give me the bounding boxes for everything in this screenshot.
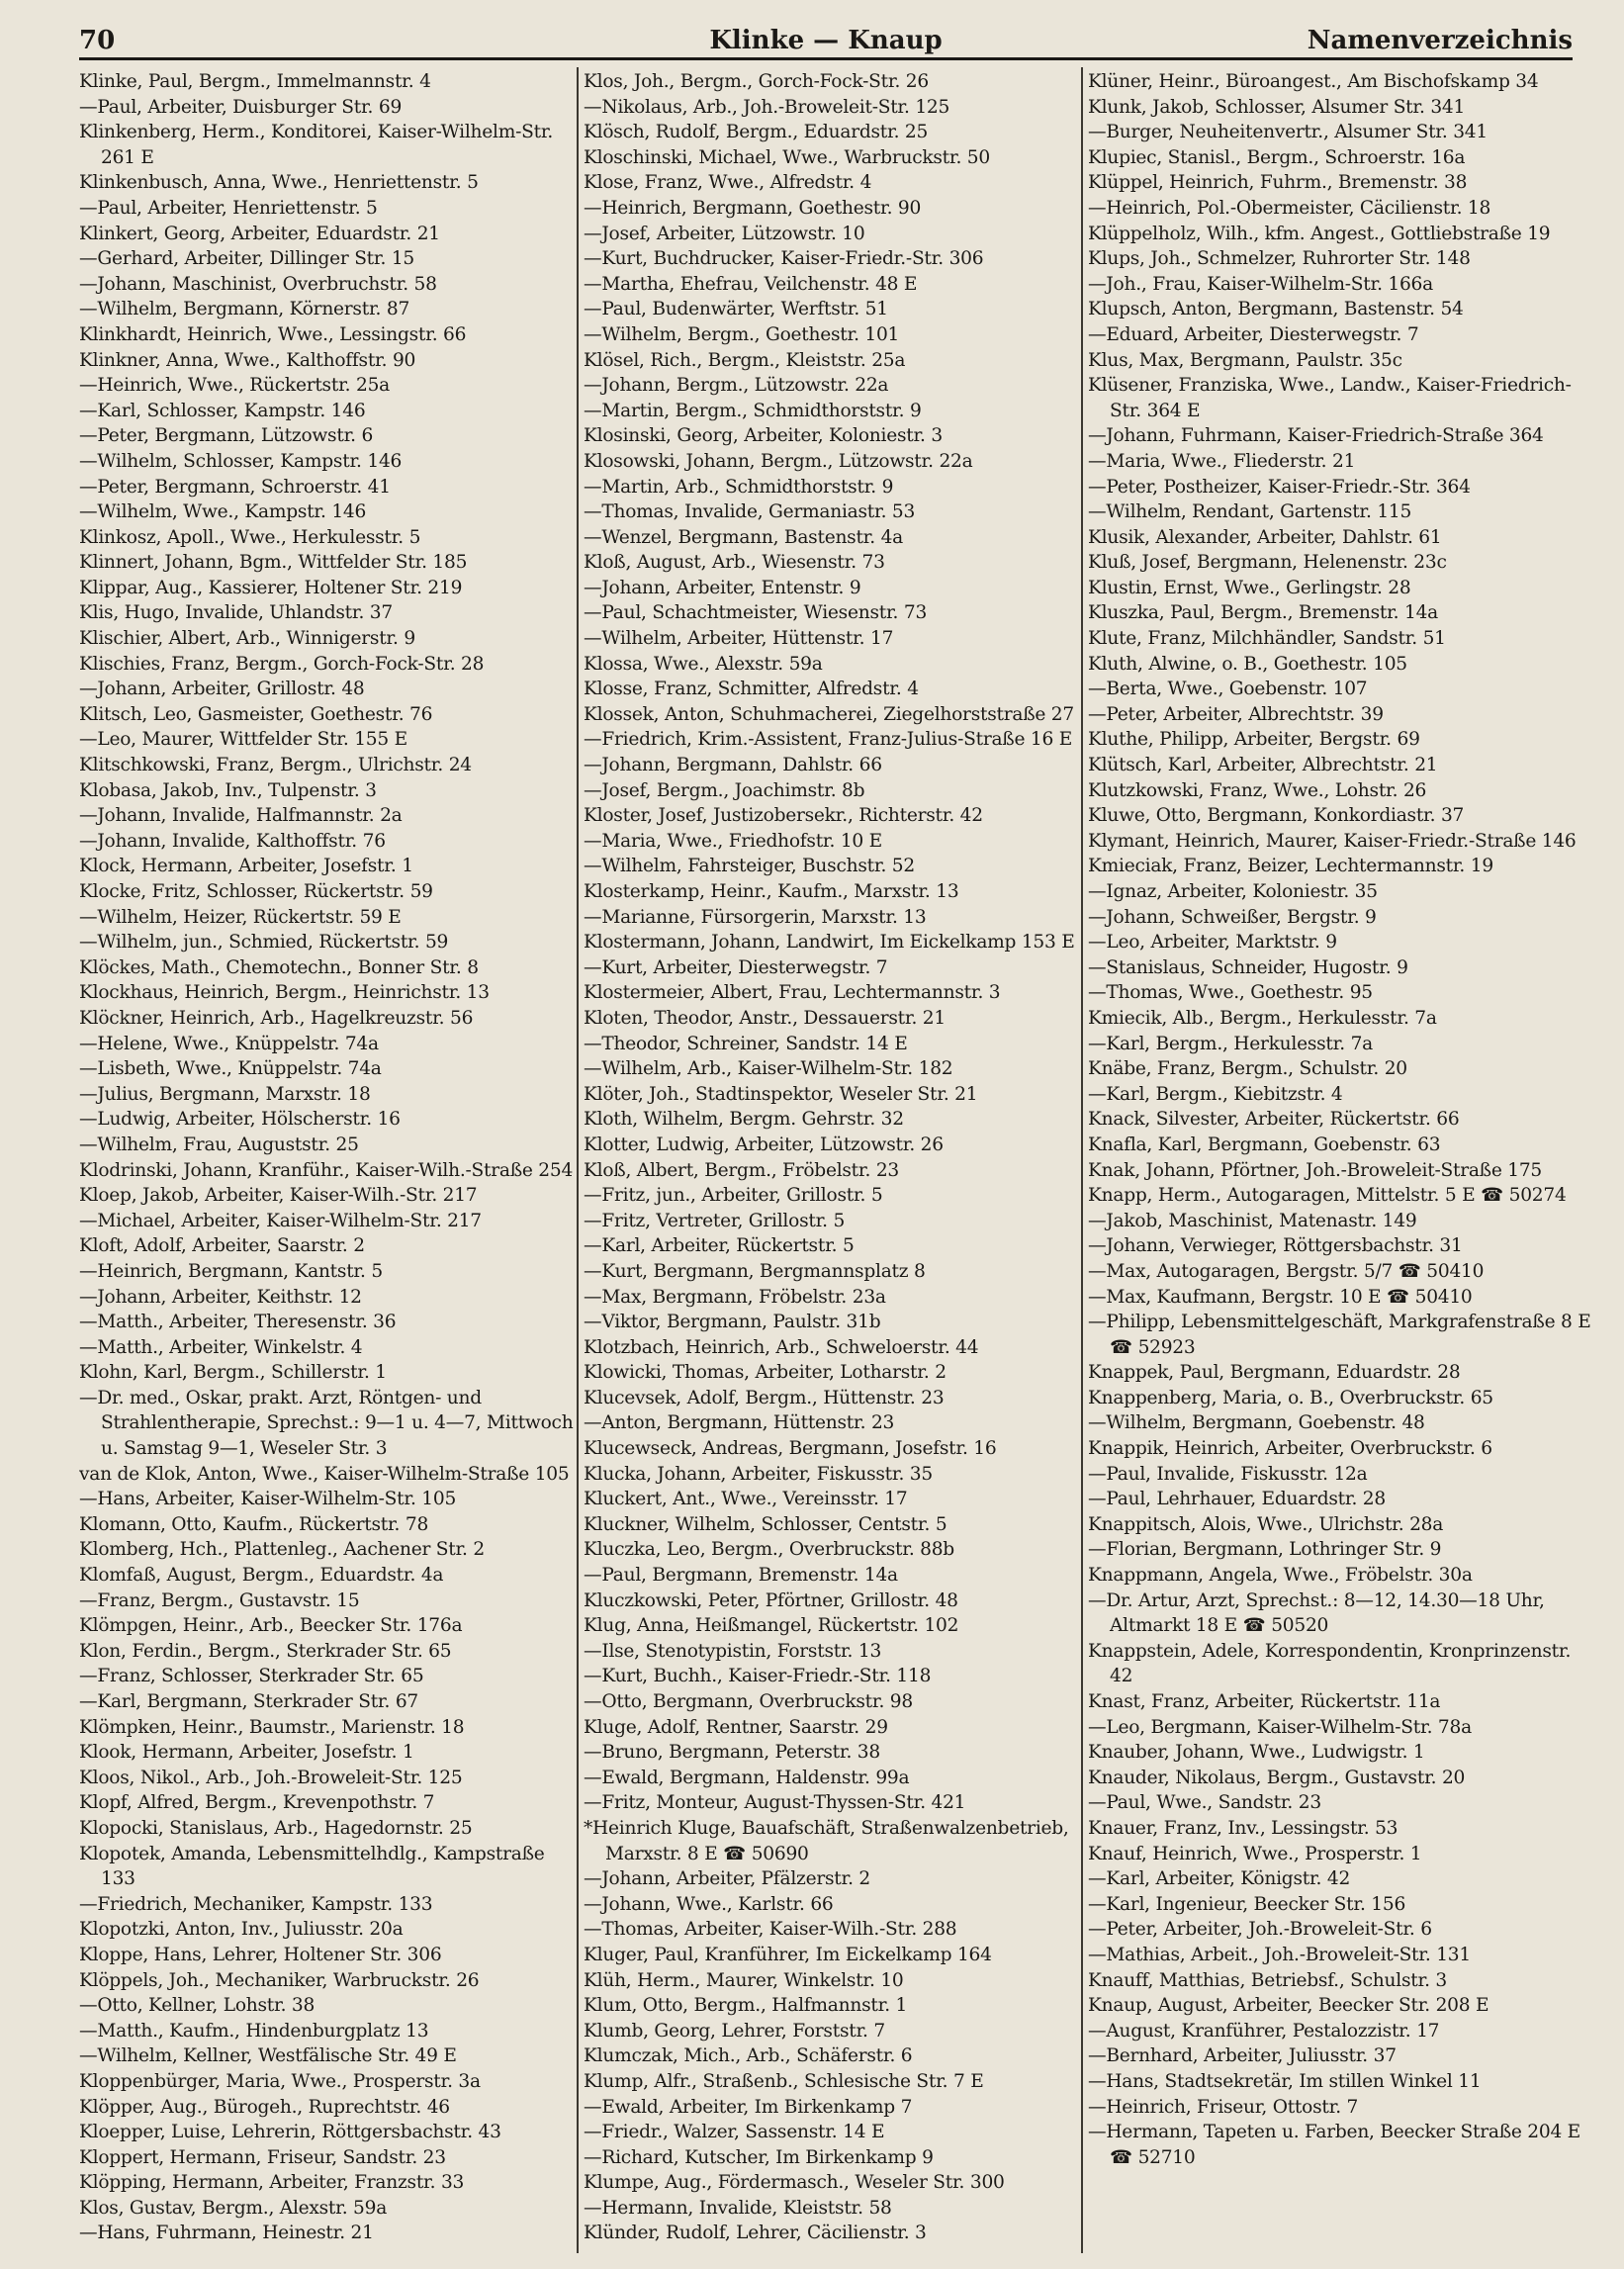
directory-entry: —Peter, Arbeiter, Joh.-Broweleit-Str. 6 bbox=[1088, 1919, 1432, 1941]
directory-entry: —Karl, Bergm., Kiebitzstr. 4 bbox=[1088, 1083, 1343, 1105]
directory-entry: Klöckes, Math., Chemotechn., Bonner Str. 8 bbox=[79, 956, 479, 978]
directory-entry: —Johann, Schweißer, Bergstr. 9 bbox=[1088, 906, 1377, 928]
directory-entry: —Josef, Bergm., Joachimstr. 8b bbox=[584, 779, 865, 801]
directory-entry: Klomberg, Hch., Plattenleg., Aachener Str. 2 bbox=[79, 1539, 485, 1561]
directory-entry: Klook, Hermann, Arbeiter, Josefstr. 1 bbox=[79, 1742, 414, 1764]
directory-entry: Kloppenbürger, Maria, Wwe., Prosperstr. 3a bbox=[79, 2070, 481, 2092]
directory-entry: —Thomas, Wwe., Goethestr. 95 bbox=[1088, 982, 1373, 1004]
directory-entry: Klömpken, Heinr., Baumstr., Marienstr. 18 bbox=[79, 1716, 465, 1738]
directory-entry: Klos, Joh., Bergm., Gorch-Fock-Str. 26 bbox=[584, 71, 929, 92]
directory-entry: —Friedrich, Krim.-Assistent, Franz-Julius-Straße 16 E bbox=[584, 729, 1073, 751]
directory-entry: —Max, Autogaragen, Bergstr. 5/7 ☎ 50410 bbox=[1088, 1260, 1485, 1282]
directory-entry: Knappmann, Angela, Wwe., Fröbelstr. 30a bbox=[1088, 1565, 1473, 1587]
directory-entry: —Ilse, Stenotypistin, Forststr. 13 bbox=[584, 1640, 882, 1662]
directory-entry: Klöter, Joh., Stadtinspektor, Weseler Str. 21 bbox=[584, 1083, 978, 1105]
directory-entry: —Jakob, Maschinist, Matenastr. 149 bbox=[1088, 1210, 1417, 1231]
directory-entry: —Karl, Bergmann, Sterkrader Str. 67 bbox=[79, 1691, 419, 1712]
directory-entry: Klups, Joh., Schmelzer, Ruhrorter Str. 148 bbox=[1088, 248, 1471, 270]
directory-entry: Klostermann, Johann, Landwirt, Im Eickelkamp 153 E bbox=[584, 932, 1075, 953]
directory-entry: —Wilhelm, Wwe., Kampstr. 146 bbox=[79, 501, 367, 523]
directory-entry: Kloepper, Luise, Lehrerin, Röttgersbachstr. 43 bbox=[79, 2122, 501, 2143]
directory-entry: Klopotek, Amanda, Lebensmittelhdlg., Kampstraße 133 bbox=[79, 1843, 545, 1890]
directory-entry: Klucka, Johann, Arbeiter, Fiskusstr. 35 bbox=[584, 1463, 933, 1485]
directory-entry: Kluczkowski, Peter, Pförtner, Grillostr. 48 bbox=[584, 1589, 958, 1611]
directory-entry: —Franz, Bergm., Gustavstr. 15 bbox=[79, 1589, 360, 1611]
directory-entry: Klutzkowski, Franz, Wwe., Lohstr. 26 bbox=[1088, 779, 1427, 801]
directory-entry: Knauer, Franz, Inv., Lessingstr. 53 bbox=[1088, 1817, 1398, 1839]
directory-entry: —Berta, Wwe., Goebenstr. 107 bbox=[1088, 679, 1368, 700]
directory-entry: Klinkenbusch, Anna, Wwe., Henriettenstr. 5 bbox=[79, 172, 479, 194]
directory-entry: —Gerhard, Arbeiter, Dillinger Str. 15 bbox=[79, 248, 414, 270]
directory-entry: Knak, Johann, Pförtner, Joh.-Broweleit-Straße 175 bbox=[1088, 1159, 1543, 1181]
directory-entry: Kloppert, Hermann, Friseur, Sandstr. 23 bbox=[79, 2146, 446, 2168]
directory-entry: —Wilhelm, jun., Schmied, Rückertstr. 59 bbox=[79, 932, 449, 953]
directory-entry: Knappstein, Adele, Korrespondentin, Kronprinzenstr. 42 bbox=[1088, 1640, 1572, 1687]
directory-entry: —Bruno, Bergmann, Peterstr. 38 bbox=[584, 1742, 880, 1764]
directory-entry: Klucewseck, Andreas, Bergmann, Josefstr. 16 bbox=[584, 1438, 997, 1460]
directory-entry: Klöpping, Hermann, Arbeiter, Franzstr. 33 bbox=[79, 2172, 465, 2194]
directory-entry: —Johann, Arbeiter, Keithstr. 12 bbox=[79, 1286, 362, 1308]
column-divider bbox=[577, 67, 579, 2253]
directory-entry: —Wilhelm, Rendant, Gartenstr. 115 bbox=[1088, 501, 1412, 523]
directory-entry: —Karl, Arbeiter, Rückertstr. 5 bbox=[584, 1235, 855, 1257]
directory-entry: Knafla, Karl, Bergmann, Goebenstr. 63 bbox=[1088, 1134, 1441, 1155]
directory-entry: Klos, Gustav, Bergm., Alexstr. 59a bbox=[79, 2197, 388, 2219]
directory-column-3 bbox=[1088, 69, 1592, 2250]
directory-entry: —Paul, Lehrhauer, Eduardstr. 28 bbox=[1088, 1489, 1386, 1510]
directory-entry: Klöckner, Heinrich, Arb., Hagelkreuzstr. 56 bbox=[79, 1007, 474, 1029]
directory-entry: —Karl, Ingenieur, Beecker Str. 156 bbox=[1088, 1893, 1406, 1915]
directory-entry: Klostermeier, Albert, Frau, Lechtermannstr. 3 bbox=[584, 982, 1001, 1004]
directory-entry: Klömpgen, Heinr., Arb., Beecker Str. 176a bbox=[79, 1615, 463, 1637]
directory-entry: Knappenberg, Maria, o. B., Overbruckstr. 65 bbox=[1088, 1387, 1493, 1408]
directory-entry: —Wilhelm, Arbeiter, Hüttenstr. 17 bbox=[584, 628, 894, 650]
directory-entry: —Fritz, Vertreter, Grillostr. 5 bbox=[584, 1210, 846, 1231]
directory-entry: Klütsch, Karl, Arbeiter, Albrechtstr. 21 bbox=[1088, 755, 1438, 776]
directory-entry: Klüppelholz, Wilh., kfm. Angest., Gottliebstraße 19 bbox=[1088, 223, 1551, 244]
directory-entry: Kluwe, Otto, Bergmann, Konkordiastr. 37 bbox=[1088, 805, 1465, 827]
directory-entry: Kluszka, Paul, Bergm., Bremenstr. 14a bbox=[1088, 602, 1438, 624]
directory-entry: Kloep, Jakob, Arbeiter, Kaiser-Wilh.-Str. 217 bbox=[79, 1185, 478, 1207]
directory-entry: —Matth., Arbeiter, Winkelstr. 4 bbox=[79, 1336, 363, 1358]
directory-entry: —Wilhelm, Bergmann, Goebenstr. 48 bbox=[1088, 1412, 1425, 1434]
directory-entry: —Heinrich, Friseur, Ottostr. 7 bbox=[1088, 2096, 1359, 2118]
directory-entry: Klüh, Herm., Maurer, Winkelstr. 10 bbox=[584, 1969, 904, 1991]
directory-entry: Klüsener, Franziska, Wwe., Landw., Kaiser-Friedrich-Str. 364 E bbox=[1088, 375, 1572, 421]
directory-entry: Kluth, Alwine, o. B., Goethestr. 105 bbox=[1088, 653, 1407, 675]
directory-entry: Knack, Silvester, Arbeiter, Rückertstr. 66 bbox=[1088, 1109, 1460, 1131]
directory-entry: —Anton, Bergmann, Hüttenstr. 23 bbox=[584, 1412, 895, 1434]
page-header bbox=[79, 24, 1573, 60]
directory-entry: Klobasa, Jakob, Inv., Tulpenstr. 3 bbox=[79, 779, 377, 801]
directory-entry: Klitschkowski, Franz, Bergm., Ulrichstr. 24 bbox=[79, 755, 472, 776]
running-title: Klinke — Knaup bbox=[709, 26, 943, 55]
directory-entry: Klossek, Anton, Schuhmacherei, Ziegelhorststraße 27 bbox=[584, 703, 1074, 725]
directory-entry: —Wilhelm, Bergmann, Körnerstr. 87 bbox=[79, 299, 410, 320]
directory-entry: Klüppel, Heinrich, Fuhrm., Bremenstr. 38 bbox=[1088, 172, 1468, 194]
directory-entry: —Max, Kaufmann, Bergstr. 10 E ☎ 50410 bbox=[1088, 1286, 1473, 1308]
directory-entry: —Hans, Stadtsekretär, Im stillen Winkel 11 bbox=[1088, 2070, 1482, 2092]
directory-entry: Kloten, Theodor, Anstr., Dessauerstr. 21 bbox=[584, 1007, 946, 1029]
directory-entry: Kluger, Paul, Kranführer, Im Eickelkamp 164 bbox=[584, 1944, 992, 1965]
directory-entry: —Hermann, Invalide, Kleiststr. 58 bbox=[584, 2197, 892, 2219]
directory-entry: —Florian, Bergmann, Lothringer Str. 9 bbox=[1088, 1539, 1442, 1561]
directory-entry: Klinkner, Anna, Wwe., Kalthoffstr. 90 bbox=[79, 349, 416, 371]
directory-entry: —Max, Bergmann, Fröbelstr. 23a bbox=[584, 1286, 886, 1308]
directory-entry: —Wilhelm, Bergm., Goethestr. 101 bbox=[584, 323, 900, 345]
directory-entry: —Karl, Bergm., Herkulesstr. 7a bbox=[1088, 1033, 1373, 1054]
directory-entry: Knappik, Heinrich, Arbeiter, Overbruckstr. 6 bbox=[1088, 1438, 1492, 1460]
directory-entry: —Friedrich, Mechaniker, Kampstr. 133 bbox=[79, 1893, 433, 1915]
directory-entry: —Michael, Arbeiter, Kaiser-Wilhelm-Str. 217 bbox=[79, 1210, 482, 1231]
directory-entry: —Friedr., Walzer, Sassenstr. 14 E bbox=[584, 2122, 885, 2143]
directory-entry: Kloß, Albert, Bergm., Fröbelstr. 23 bbox=[584, 1159, 899, 1181]
directory-entry: Klosinski, Georg, Arbeiter, Koloniestr. 3 bbox=[584, 425, 943, 447]
directory-entry: —Johann, Invalide, Kalthoffstr. 76 bbox=[79, 830, 386, 852]
directory-entry: —Johann, Bergmann, Dahlstr. 66 bbox=[584, 755, 882, 776]
directory-entry: Klug, Anna, Heißmangel, Rückertstr. 102 bbox=[584, 1615, 959, 1637]
directory-entry: —Hermann, Tapeten u. Farben, Beecker Straße 204 E ☎ 52710 bbox=[1088, 2122, 1581, 2168]
directory-entry: Klösch, Rudolf, Bergm., Eduardstr. 25 bbox=[584, 122, 929, 143]
directory-entry: Klossa, Wwe., Alexstr. 59a bbox=[584, 653, 823, 675]
directory-entry: Klinkhardt, Heinrich, Wwe., Lessingstr. 66 bbox=[79, 323, 467, 345]
directory-entry: —Peter, Bergmann, Schroerstr. 41 bbox=[79, 476, 391, 498]
directory-column-2 bbox=[584, 69, 1078, 2250]
directory-entry: —Peter, Bergmann, Lützowstr. 6 bbox=[79, 425, 374, 447]
directory-entry: —Johann, Arbeiter, Pfälzerstr. 2 bbox=[584, 1868, 871, 1890]
directory-entry: Knäbe, Franz, Bergm., Schulstr. 20 bbox=[1088, 1058, 1407, 1080]
directory-entry: —Otto, Kellner, Lohstr. 38 bbox=[79, 1995, 316, 2017]
directory-entry: —Peter, Postheizer, Kaiser-Friedr.-Str. 364 bbox=[1088, 476, 1471, 498]
directory-entry: —Johann, Invalide, Halfmannstr. 2a bbox=[79, 805, 403, 827]
directory-entry: —Hans, Arbeiter, Kaiser-Wilhelm-Str. 105 bbox=[79, 1489, 457, 1510]
directory-entry: Klumb, Georg, Lehrer, Forststr. 7 bbox=[584, 2020, 885, 2042]
directory-entry: —Johann, Fuhrmann, Kaiser-Friedrich-Straße 364 bbox=[1088, 425, 1544, 447]
directory-entry: —Leo, Maurer, Wittfelder Str. 155 E bbox=[79, 729, 407, 751]
directory-entry: Kloß, August, Arb., Wiesenstr. 73 bbox=[584, 552, 885, 574]
directory-entry: —Martin, Arb., Schmidthorststr. 9 bbox=[584, 476, 894, 498]
directory-entry: Kmieciak, Franz, Beizer, Lechtermannstr. 19 bbox=[1088, 856, 1493, 877]
directory-entry: —Stanislaus, Schneider, Hugostr. 9 bbox=[1088, 956, 1408, 978]
directory-entry: Klitsch, Leo, Gasmeister, Goethestr. 76 bbox=[79, 703, 433, 725]
directory-entry: Knappitsch, Alois, Wwe., Ulrichstr. 28a bbox=[1088, 1513, 1444, 1535]
directory-entry: Klose, Franz, Wwe., Alfredstr. 4 bbox=[584, 172, 872, 194]
directory-entry: —Leo, Arbeiter, Marktstr. 9 bbox=[1088, 932, 1337, 953]
directory-entry: —Wenzel, Bergmann, Bastenstr. 4a bbox=[584, 526, 904, 548]
directory-entry: Kluckner, Wilhelm, Schlosser, Centstr. 5 bbox=[584, 1513, 947, 1535]
directory-entry: Klodrinski, Johann, Kranführ., Kaiser-Wilh.-Straße 254 bbox=[79, 1159, 574, 1181]
directory-entry: Kloft, Adolf, Arbeiter, Saarstr. 2 bbox=[79, 1235, 365, 1257]
directory-entry: Kloster, Josef, Justizobersekr., Richterstr. 42 bbox=[584, 805, 983, 827]
directory-entry: —Burger, Neuheitenvertr., Alsumer Str. 341 bbox=[1088, 122, 1488, 143]
directory-entry: —Dr. Artur, Arzt, Sprechst.: 8—12, 14.30—18 Uhr, Altmarkt 18 E ☎ 50520 bbox=[1088, 1589, 1545, 1637]
directory-entry: Klinnert, Johann, Bgm., Wittfelder Str. 185 bbox=[79, 552, 468, 574]
directory-entry: Kloth, Wilhelm, Bergm. Gehrstr. 32 bbox=[584, 1109, 904, 1131]
directory-entry: —Karl, Arbeiter, Königstr. 42 bbox=[1088, 1868, 1351, 1890]
directory-entry: Knauder, Nikolaus, Bergm., Gustavstr. 20 bbox=[1088, 1767, 1466, 1788]
directory-entry: —Thomas, Arbeiter, Kaiser-Wilh.-Str. 288 bbox=[584, 1919, 957, 1941]
directory-entry: —Wilhelm, Heizer, Rückertstr. 59 E bbox=[79, 906, 402, 928]
directory-entry: —Josef, Arbeiter, Lützowstr. 10 bbox=[584, 223, 865, 244]
directory-entry: Klunk, Jakob, Schlosser, Alsumer Str. 341 bbox=[1088, 96, 1466, 118]
directory-entry: Klumpe, Aug., Fördermasch., Weseler Str. 300 bbox=[584, 2172, 1005, 2194]
directory-entry: Klosse, Franz, Schmitter, Alfredstr. 4 bbox=[584, 679, 919, 700]
directory-entry: —Paul, Arbeiter, Duisburger Str. 69 bbox=[79, 96, 403, 118]
directory-entry: —Theodor, Schreiner, Sandstr. 14 E bbox=[584, 1033, 908, 1054]
directory-entry: Klomfaß, August, Bergm., Eduardstr. 4a bbox=[79, 1565, 444, 1587]
directory-entry: Klosowski, Johann, Bergm., Lützowstr. 22a bbox=[584, 450, 973, 472]
directory-entry: —Hans, Fuhrmann, Heinestr. 21 bbox=[79, 2223, 374, 2244]
directory-entry: Klowicki, Thomas, Arbeiter, Lotharstr. 2 bbox=[584, 1362, 947, 1384]
directory-entry: —Peter, Arbeiter, Albrechtstr. 39 bbox=[1088, 703, 1384, 725]
directory-entry: Klinkert, Georg, Arbeiter, Eduardstr. 21 bbox=[79, 223, 440, 244]
directory-entry: Klösel, Rich., Bergm., Kleiststr. 25a bbox=[584, 349, 906, 371]
directory-entry: Klum, Otto, Bergm., Halfmannstr. 1 bbox=[584, 1995, 908, 2017]
directory-entry: Klupiec, Stanisl., Bergm., Schroerstr. 16a bbox=[1088, 146, 1466, 168]
directory-entry: —Philipp, Lebensmittelgeschäft, Markgrafenstraße 8 E ☎ 52923 bbox=[1088, 1312, 1591, 1358]
directory-entry: —Helene, Wwe., Knüppelstr. 74a bbox=[79, 1033, 379, 1054]
directory-entry: —Heinrich, Bergmann, Kantstr. 5 bbox=[79, 1260, 383, 1282]
directory-entry: Klustin, Ernst, Wwe., Gerlingstr. 28 bbox=[1088, 577, 1411, 598]
directory-entry: Klohn, Karl, Bergm., Schillerstr. 1 bbox=[79, 1362, 387, 1384]
directory-entry: —Wilhelm, Schlosser, Kampstr. 146 bbox=[79, 450, 403, 472]
column-divider bbox=[1081, 67, 1083, 2253]
directory-entry: —Martha, Ehefrau, Veilchenstr. 48 E bbox=[584, 273, 918, 295]
directory-entry: —Paul, Budenwärter, Werftstr. 51 bbox=[584, 299, 888, 320]
directory-entry: *Heinrich Kluge, Bauafschäft, Straßenwalzenbetrieb, Marxstr. 8 E ☎ 50690 bbox=[584, 1817, 1069, 1864]
directory-entry: —Johann, Arbeiter, Grillostr. 48 bbox=[79, 679, 365, 700]
directory-entry: —Paul, Invalide, Fiskusstr. 12a bbox=[1088, 1463, 1368, 1485]
directory-column-1 bbox=[79, 69, 574, 2250]
directory-entry: Klischies, Franz, Bergm., Gorch-Fock-Str. 28 bbox=[79, 653, 485, 675]
directory-entry: —Paul, Arbeiter, Henriettenstr. 5 bbox=[79, 197, 378, 219]
directory-entry: —Otto, Bergmann, Overbruckstr. 98 bbox=[584, 1691, 913, 1712]
directory-entry: Kloos, Nikol., Arb., Joh.-Broweleit-Str. 125 bbox=[79, 1767, 463, 1788]
directory-entry: —Ewald, Bergmann, Haldenstr. 99a bbox=[584, 1767, 910, 1788]
directory-entry: —Viktor, Bergmann, Paulstr. 31b bbox=[584, 1312, 881, 1333]
directory-entry: —Matth., Kaufm., Hindenburgplatz 13 bbox=[79, 2020, 429, 2042]
directory-entry: Klockhaus, Heinrich, Bergm., Heinrichstr. 13 bbox=[79, 982, 490, 1004]
directory-entry: Klus, Max, Bergmann, Paulstr. 35c bbox=[1088, 349, 1402, 371]
directory-entry: Klotter, Ludwig, Arbeiter, Lützowstr. 26 bbox=[584, 1134, 944, 1155]
directory-entry: Kmiecik, Alb., Bergm., Herkulesstr. 7a bbox=[1088, 1007, 1437, 1029]
directory-entry: —Wilhelm, Fahrsteiger, Buschstr. 52 bbox=[584, 856, 915, 877]
directory-entry: Kluge, Adolf, Rentner, Saarstr. 29 bbox=[584, 1716, 888, 1738]
directory-entry: —Ewald, Arbeiter, Im Birkenkamp 7 bbox=[584, 2096, 913, 2118]
directory-entry: Klucevsek, Adolf, Bergm., Hüttenstr. 23 bbox=[584, 1387, 945, 1408]
directory-entry: —Leo, Bergmann, Kaiser-Wilhelm-Str. 78a bbox=[1088, 1716, 1472, 1738]
directory-entry: Klischier, Albert, Arb., Winnigerstr. 9 bbox=[79, 628, 415, 650]
directory-entry: —Kurt, Buchh., Kaiser-Friedr.-Str. 118 bbox=[584, 1666, 932, 1687]
directory-entry: —Nikolaus, Arb., Joh.-Broweleit-Str. 125 bbox=[584, 96, 950, 118]
directory-entry: —Wilhelm, Kellner, Westfälische Str. 49 E bbox=[79, 2045, 457, 2067]
directory-entry: —Wilhelm, Arb., Kaiser-Wilhelm-Str. 182 bbox=[584, 1058, 953, 1080]
directory-entry: Klotzbach, Heinrich, Arb., Schweloerstr. 44 bbox=[584, 1336, 979, 1358]
directory-entry: Kloschinski, Michael, Wwe., Warbruckstr. 50 bbox=[584, 146, 990, 168]
page-number: 70 bbox=[79, 26, 116, 55]
directory-entry: —Johann, Maschinist, Overbruchstr. 58 bbox=[79, 273, 437, 295]
directory-entry: —Johann, Bergm., Lützowstr. 22a bbox=[584, 375, 889, 397]
directory-entry: Knauf, Heinrich, Wwe., Prosperstr. 1 bbox=[1088, 1843, 1422, 1864]
directory-entry: —Maria, Wwe., Fliederstr. 21 bbox=[1088, 450, 1356, 472]
directory-entry: —Paul, Bergmann, Bremenstr. 14a bbox=[584, 1565, 898, 1587]
directory-entry: —Marianne, Fürsorgerin, Marxstr. 13 bbox=[584, 906, 927, 928]
directory-entry: —Paul, Schachtmeister, Wiesenstr. 73 bbox=[584, 602, 928, 624]
directory-entry: Kloppe, Hans, Lehrer, Holtener Str. 306 bbox=[79, 1944, 442, 1965]
directory-entry: —Heinrich, Pol.-Obermeister, Cäcilienstr. 18 bbox=[1088, 197, 1491, 219]
directory-entry: Klünder, Rudolf, Lehrer, Cäcilienstr. 3 bbox=[584, 2223, 927, 2244]
directory-entry: Klopocki, Stanislaus, Arb., Hagedornstr. 25 bbox=[79, 1817, 473, 1839]
directory-entry: Klump, Alfr., Straßenb., Schlesische Str. 7 E bbox=[584, 2070, 984, 2092]
directory-entry: —Maria, Wwe., Friedhofstr. 10 E bbox=[584, 830, 882, 852]
directory-entry: —Mathias, Arbeit., Joh.-Broweleit-Str. 131 bbox=[1088, 1944, 1471, 1965]
directory-entry: —Wilhelm, Frau, Auguststr. 25 bbox=[79, 1134, 359, 1155]
directory-entry: Klöpper, Aug., Bürogeh., Ruprechtstr. 46 bbox=[79, 2096, 450, 2118]
directory-entry: —Heinrich, Bergmann, Goethestr. 90 bbox=[584, 197, 922, 219]
directory-entry: —Paul, Wwe., Sandstr. 23 bbox=[1088, 1792, 1321, 1814]
directory-entry: —Johann, Verwieger, Röttgersbachstr. 31 bbox=[1088, 1235, 1463, 1257]
directory-entry: Klusik, Alexander, Arbeiter, Dahlstr. 61 bbox=[1088, 526, 1442, 548]
directory-entry: Klinke, Paul, Bergm., Immelmannstr. 4 bbox=[79, 71, 431, 92]
directory-entry: Klis, Hugo, Invalide, Uhlandstr. 37 bbox=[79, 602, 393, 624]
directory-entry: Kluthe, Philipp, Arbeiter, Bergstr. 69 bbox=[1088, 729, 1420, 751]
directory-entry: —Karl, Schlosser, Kampstr. 146 bbox=[79, 400, 366, 421]
directory-entry: Klöppels, Joh., Mechaniker, Warbruckstr. 26 bbox=[79, 1969, 480, 1991]
section-title: Namenverzeichnis bbox=[1307, 26, 1573, 55]
directory-entry: Knauber, Johann, Wwe., Ludwigstr. 1 bbox=[1088, 1742, 1425, 1764]
directory-entry: —August, Kranführer, Pestalozzistr. 17 bbox=[1088, 2020, 1440, 2042]
directory-entry: —Matth., Arbeiter, Theresenstr. 36 bbox=[79, 1312, 397, 1333]
directory-entry: Klippar, Aug., Kassierer, Holtener Str. 219 bbox=[79, 577, 463, 598]
directory-entry: Klinkenberg, Herm., Konditorei, Kaiser-Wilhelm-Str. 261 E bbox=[79, 122, 554, 168]
directory-entry: —Ignaz, Arbeiter, Koloniestr. 35 bbox=[1088, 881, 1378, 902]
directory-entry: Klumczak, Mich., Arb., Schäferstr. 6 bbox=[584, 2045, 913, 2067]
directory-entry: Knapp, Herm., Autogaragen, Mittelstr. 5 E ☎ 50274 bbox=[1088, 1185, 1567, 1207]
directory-entry: —Thomas, Invalide, Germaniastr. 53 bbox=[584, 501, 916, 523]
directory-entry: Klomann, Otto, Kaufm., Rückertstr. 78 bbox=[79, 1513, 429, 1535]
directory-entry: —Bernhard, Arbeiter, Juliusstr. 37 bbox=[1088, 2045, 1397, 2067]
directory-entry: Klymant, Heinrich, Maurer, Kaiser-Friedr.-Straße 146 bbox=[1088, 830, 1577, 852]
directory-entry: —Lisbeth, Wwe., Knüppelstr. 74a bbox=[79, 1058, 382, 1080]
directory-entry: Kluczka, Leo, Bergm., Overbruckstr. 88b bbox=[584, 1539, 954, 1561]
directory-entry: —Ludwig, Arbeiter, Hölscherstr. 16 bbox=[79, 1109, 401, 1131]
directory-entry: Klon, Ferdin., Bergm., Sterkrader Str. 65 bbox=[79, 1640, 452, 1662]
directory-entry: Kluß, Josef, Bergmann, Helenenstr. 23c bbox=[1088, 552, 1447, 574]
directory-entry: —Franz, Schlosser, Sterkrader Str. 65 bbox=[79, 1666, 424, 1687]
directory-entry: —Fritz, jun., Arbeiter, Grillostr. 5 bbox=[584, 1185, 883, 1207]
directory-entry: Klupsch, Anton, Bergmann, Bastenstr. 54 bbox=[1088, 299, 1464, 320]
directory-entry: Kluckert, Ant., Wwe., Vereinsstr. 17 bbox=[584, 1489, 908, 1510]
directory-entry: —Eduard, Arbeiter, Diesterwegstr. 7 bbox=[1088, 323, 1419, 345]
directory-entry: Klüner, Heinr., Büroangest., Am Bischofskamp 34 bbox=[1088, 71, 1539, 92]
directory-entry: Klopotzki, Anton, Inv., Juliusstr. 20a bbox=[79, 1919, 404, 1941]
directory-entry: Knauff, Matthias, Betriebsf., Schulstr. 3 bbox=[1088, 1969, 1447, 1991]
directory-entry: —Heinrich, Wwe., Rückertstr. 25a bbox=[79, 375, 390, 397]
directory-entry: Knast, Franz, Arbeiter, Rückertstr. 11a bbox=[1088, 1691, 1441, 1712]
directory-entry: Klock, Hermann, Arbeiter, Josefstr. 1 bbox=[79, 856, 413, 877]
directory-entry: —Fritz, Monteur, August-Thyssen-Str. 421 bbox=[584, 1792, 966, 1814]
directory-entry: —Kurt, Bergmann, Bergmannsplatz 8 bbox=[584, 1260, 926, 1282]
directory-entry: Klute, Franz, Milchhändler, Sandstr. 51 bbox=[1088, 628, 1446, 650]
directory-entry: —Richard, Kutscher, Im Birkenkamp 9 bbox=[584, 2146, 934, 2168]
directory-entry: —Kurt, Arbeiter, Diesterwegstr. 7 bbox=[584, 956, 888, 978]
directory-entry: Knappek, Paul, Bergmann, Eduardstr. 28 bbox=[1088, 1362, 1461, 1384]
directory-entry: Klopf, Alfred, Bergm., Krevenpothstr. 7 bbox=[79, 1792, 435, 1814]
directory-entry: Knaup, August, Arbeiter, Beecker Str. 208 E bbox=[1088, 1995, 1489, 2017]
directory-entry: Klinkosz, Apoll., Wwe., Herkulesstr. 5 bbox=[79, 526, 421, 548]
directory-entry: —Johann, Wwe., Karlstr. 66 bbox=[584, 1893, 834, 1915]
directory-entry: Klocke, Fritz, Schlosser, Rückertstr. 59 bbox=[79, 881, 433, 902]
directory-entry: —Kurt, Buchdrucker, Kaiser-Friedr.-Str. 306 bbox=[584, 248, 984, 270]
directory-entry: Klosterkamp, Heinr., Kaufm., Marxstr. 13 bbox=[584, 881, 959, 902]
directory-entry: —Joh., Frau, Kaiser-Wilhelm-Str. 166a bbox=[1088, 273, 1433, 295]
directory-entry: —Martin, Bergm., Schmidthorststr. 9 bbox=[584, 400, 922, 421]
directory-entry: —Julius, Bergmann, Marxstr. 18 bbox=[79, 1083, 371, 1105]
directory-entry: —Johann, Arbeiter, Entenstr. 9 bbox=[584, 577, 861, 598]
directory-entry: —Dr. med., Oskar, prakt. Arzt, Röntgen- und Strahlentherapie, Sprechst.: 9—1 u. 4—7, Mittwoch u. Samstag 9—1, Weseler Str. 3 bbox=[79, 1387, 574, 1460]
directory-entry: van de Klok, Anton, Wwe., Kaiser-Wilhelm-Straße 105 bbox=[79, 1463, 570, 1485]
